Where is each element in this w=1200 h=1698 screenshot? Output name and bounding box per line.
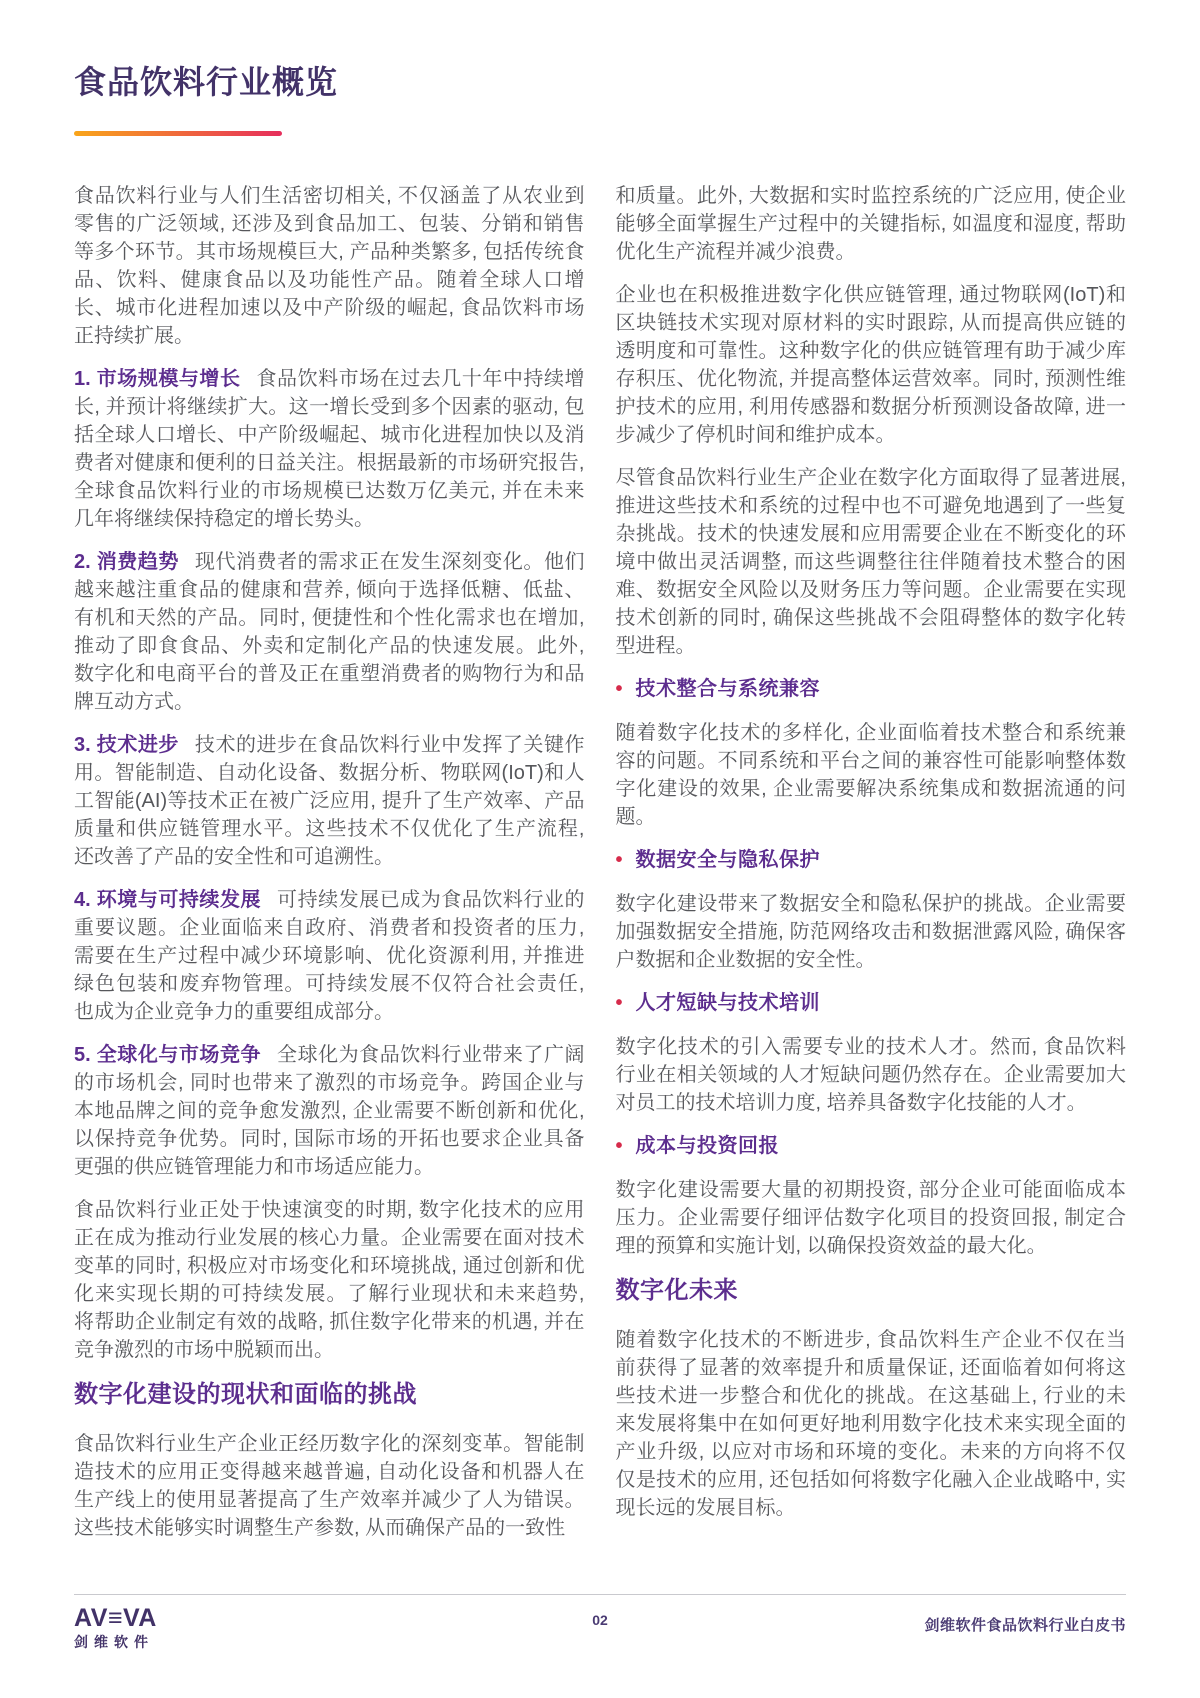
section-heading-digital-future: 数字化未来 <box>615 1276 738 1304</box>
aveva-logo-chinese-name: 剑维软件 <box>74 1634 154 1650</box>
numbered-text-4: 可持续发展已成为食品饮料行业的重要议题。企业面临来自政府、消费者和投资者的压力, 需要在生产过程中减少环境影响、优化资源利用, 并推进绿色包装和废弃物管理。可持续发展不仅符合社会责任, 也成为企业竞争力的重要组成部分。 <box>74 888 585 1023</box>
bullet-dot-icon: • <box>615 991 623 1014</box>
numbered-paragraph-2 <box>74 548 585 716</box>
bullet-dot-icon: • <box>615 1134 623 1157</box>
bullet-item-tech-integration <box>616 675 1127 703</box>
numbered-label-2: 2. 消费趋势 <box>74 550 179 573</box>
bullet-heading-cost-roi: 成本与投资回报 <box>635 1134 780 1157</box>
bullet-text-cost-roi: 数字化建设需要大量的初期投资, 部分企业可能面临成本压力。企业需要仔细评估数字化项目的投资回报, 制定合理的预算和实施计划, 以确保投资效益的最大化。 <box>615 1178 1126 1257</box>
two-column-body <box>0 136 1200 1557</box>
numbered-label-1: 1. 市场规模与增长 <box>74 367 241 390</box>
bullet-dot-icon: • <box>615 677 623 700</box>
bullet-item-talent-shortage <box>616 989 1127 1017</box>
bullet-text-data-security: 数字化建设带来了数据安全和隐私保护的挑战。企业需要加强数据安全措施, 防范网络攻击和数据泄露风险, 确保客户数据和企业数据的安全性。 <box>615 892 1126 971</box>
page-title: 食品饮料行业概览 <box>74 64 339 100</box>
section-heading-digital-status: 数字化建设的现状和面临的挑战 <box>74 1380 417 1408</box>
left-column <box>74 182 585 1557</box>
numbered-paragraph-5 <box>74 1041 585 1181</box>
page-number: 02 <box>592 1612 608 1628</box>
bullet-dot-icon: • <box>615 848 623 871</box>
digital-status-paragraph: 食品饮料行业生产企业正经历数字化的深刻变革。智能制造技术的应用正变得越来越普遍, 自动化设备和机器人在生产线上的使用显著提高了生产效率并减少了人为错误。这些技术能够实时调整生产参数, 从而确保产品的一致性 <box>74 1432 585 1539</box>
numbered-label-4: 4. 环境与可持续发展 <box>74 888 262 911</box>
bullet-heading-tech-integration: 技术整合与系统兼容 <box>635 677 821 700</box>
numbered-label-3: 3. 技术进步 <box>74 733 179 756</box>
bullet-text-talent-shortage: 数字化技术的引入需要专业的技术人才。然而, 食品饮料行业在相关领域的人才短缺问题仍然存在。企业需要加大对员工的技术培训力度, 培养具备数字化技能的人才。 <box>615 1035 1126 1114</box>
bullet-heading-data-security: 数据安全与隐私保护 <box>635 848 821 871</box>
right-column <box>616 182 1127 1557</box>
numbered-label-5: 5. 全球化与市场竞争 <box>74 1043 262 1066</box>
right-paragraph-2: 企业也在积极推进数字化供应链管理, 通过物联网(IoT)和区块链技术实现对原材料的实时跟踪, 从而提高供应链的透明度和可靠性。这种数字化的供应链管理有助于减少库存积压、优化物流, 并提高整体运营效率。同时, 预测性维护技术的应用, 利用传感器和数据分析预测设备故障, 进一步减少了停机时间和维护成本。 <box>615 283 1126 446</box>
numbered-paragraph-4 <box>74 886 585 1026</box>
aveva-logo-wordmark: AV≡VA <box>74 1604 157 1632</box>
bullet-text-tech-integration: 随着数字化技术的多样化, 企业面临着技术整合和系统兼容的问题。不同系统和平台之间的兼容性可能影响整体数字化建设的效果, 企业需要解决系统集成和数据流通的问题。 <box>615 721 1126 828</box>
numbered-text-5: 全球化为食品饮料行业带来了广阔的市场机会, 同时也带来了激烈的市场竞争。跨国企业与本地品牌之间的竞争愈发激烈, 企业需要不断创新和优化, 以保持竞争优势。同时, 国际市场的开拓也要求企业具备更强的供应链管理能力和市场适应能力。 <box>74 1043 585 1178</box>
numbered-paragraph-3 <box>74 731 585 871</box>
right-paragraph-1: 和质量。此外, 大数据和实时监控系统的广泛应用, 使企业能够全面掌握生产过程中的关键指标, 如温度和湿度, 帮助优化生产流程并减少浪费。 <box>615 184 1126 263</box>
aveva-logo <box>74 1606 157 1649</box>
right-paragraph-3: 尽管食品饮料行业生产企业在数字化方面取得了显著进展, 推进这些技术和系统的过程中也不可避免地遇到了一些复杂挑战。技术的快速发展和应用需要企业在不断变化的环境中做出灵活调整, 而这些调整往往伴随着技术整合的困难、数据安全风险以及财务压力等问题。企业需要在实现技术创新的同时, 确保这些挑战不会阻碍整体的数字化转型进程。 <box>615 466 1126 657</box>
page-footer <box>74 1594 1126 1698</box>
bullet-item-cost-roi <box>616 1132 1127 1160</box>
page-header <box>0 0 1200 136</box>
closing-paragraph: 食品饮料行业正处于快速演变的时期, 数字化技术的应用正在成为推动行业发展的核心力量。企业需要在面对技术变革的同时, 积极应对市场变化和环境挑战, 通过创新和优化来实现长期的可持续发展。了解行业现状和未来趋势, 将帮助企业制定有效的战略, 抓住数字化带来的机遇, 并在竞争激烈的市场中脱颖而出。 <box>74 1198 585 1361</box>
numbered-text-1: 食品饮料市场在过去几十年中持续增长, 并预计将继续扩大。这一增长受到多个因素的驱动, 包括全球人口增长、中产阶级崛起、城市化进程加快以及消费者对健康和便利的日益关注。根据最新的市场研究报告, 全球食品饮料行业的市场规模已达数万亿美元, 并在未来几年将继续保持稳定的增长势头。 <box>74 367 585 530</box>
intro-paragraph: 食品饮料行业与人们生活密切相关, 不仅涵盖了从农业到零售的广泛领域, 还涉及到食品加工、包装、分销和销售等多个环节。其市场规模巨大, 产品种类繁多, 包括传统食品、饮料、健康食品以及功能性产品。随着全球人口增长、城市化进程加速以及中产阶级的崛起, 食品饮料市场正持续扩展。 <box>74 184 585 347</box>
bullet-heading-talent-shortage: 人才短缺与技术培训 <box>635 991 821 1014</box>
numbered-text-3: 技术的进步在食品饮料行业中发挥了关键作用。智能制造、自动化设备、数据分析、物联网(IoT)和人工智能(AI)等技术正在被广泛应用, 提升了生产效率、产品质量和供应链管理水平。这些技术不仅优化了生产流程, 还改善了产品的安全性和可追溯性。 <box>74 733 585 868</box>
numbered-text-2: 现代消费者的需求正在发生深刻变化。他们越来越注重食品的健康和营养, 倾向于选择低糖、低盐、有机和天然的产品。同时, 便捷性和个性化需求也在增加, 推动了即食食品、外卖和定制化产品的快速发展。此外, 数字化和电商平台的普及正在重塑消费者的购物行为和品牌互动方式。 <box>74 550 585 713</box>
bullet-item-data-security <box>616 846 1127 874</box>
footer-doc-title: 剑维软件食品饮料行业白皮书 <box>924 1617 1126 1634</box>
numbered-paragraph-1 <box>74 365 585 533</box>
digital-future-paragraph: 随着数字化技术的不断进步, 食品饮料生产企业不仅在当前获得了显著的效率提升和质量保证, 还面临着如何将这些技术进一步整合和优化的挑战。在这基础上, 行业的未来发展将集中在如何更好地利用数字化技术来实现全面的产业升级, 以应对市场和环境的变化。未来的方向将不仅仅是技术的应用, 还包括如何将数字化融入企业战略中, 实现长远的发展目标。 <box>615 1328 1126 1519</box>
